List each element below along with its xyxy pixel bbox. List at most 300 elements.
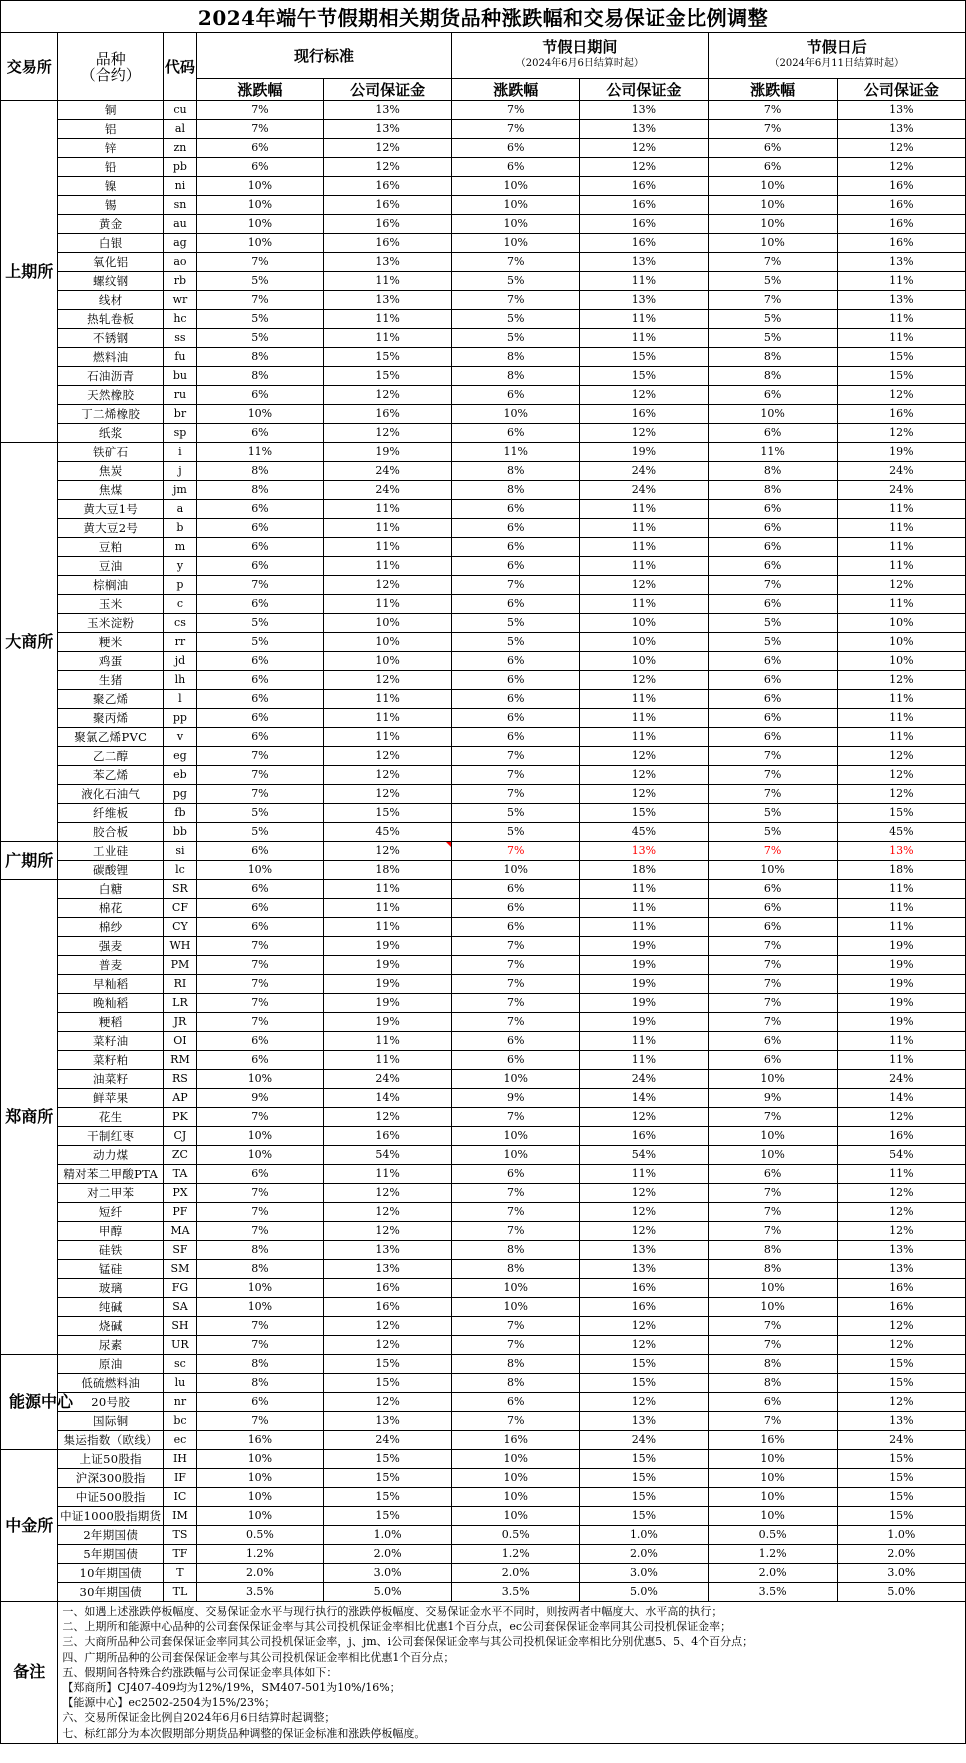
margin-holiday: 19% (580, 994, 708, 1013)
limit-after: 5% (708, 804, 837, 823)
margin-after: 18% (837, 861, 965, 880)
margin-current: 15% (323, 1374, 451, 1393)
limit-current: 7% (196, 1184, 323, 1203)
table-row (1, 1317, 966, 1336)
limit-after: 2.0% (708, 1564, 837, 1583)
variety-name: 锡 (58, 196, 164, 215)
limit-after: 7% (708, 120, 837, 139)
table-row (1, 1507, 966, 1526)
limit-after: 5% (708, 272, 837, 291)
variety-name: 天然橡胶 (58, 386, 164, 405)
variety-code: lh (164, 671, 197, 690)
margin-current: 11% (323, 728, 451, 747)
margin-after: 5.0% (837, 1583, 965, 1602)
margin-current: 24% (323, 1431, 451, 1450)
limit-after: 0.5% (708, 1526, 837, 1545)
margin-current: 12% (323, 747, 451, 766)
margin-holiday: 16% (580, 1279, 708, 1298)
variety-name: 镍 (58, 177, 164, 196)
variety-name: 普麦 (58, 956, 164, 975)
limit-after: 6% (708, 595, 837, 614)
limit-holiday: 10% (452, 1127, 580, 1146)
variety-name: 硅铁 (58, 1241, 164, 1260)
header-current: 现行标准 (196, 33, 451, 79)
limit-after: 8% (708, 481, 837, 500)
limit-holiday: 10% (452, 196, 580, 215)
table-row (1, 861, 966, 880)
margin-after: 12% (837, 1336, 965, 1355)
table-row (1, 690, 966, 709)
limit-current: 10% (196, 1469, 323, 1488)
limit-after: 7% (708, 1222, 837, 1241)
variety-name: 黄大豆1号 (58, 500, 164, 519)
margin-after: 24% (837, 462, 965, 481)
limit-after: 3.5% (708, 1583, 837, 1602)
margin-current: 13% (323, 120, 451, 139)
margin-after: 15% (837, 367, 965, 386)
variety-name: 鸡蛋 (58, 652, 164, 671)
limit-holiday: 6% (452, 1032, 580, 1051)
margin-current: 13% (323, 1260, 451, 1279)
margin-holiday: 15% (580, 1507, 708, 1526)
margin-current: 54% (323, 1146, 451, 1165)
limit-current: 6% (196, 728, 323, 747)
variety-name: 花生 (58, 1108, 164, 1127)
limit-after: 5% (708, 823, 837, 842)
limit-after: 6% (708, 1393, 837, 1412)
variety-code: SR (164, 880, 197, 899)
limit-after: 10% (708, 1127, 837, 1146)
table-row (1, 975, 966, 994)
margin-current: 12% (323, 1317, 451, 1336)
limit-current: 7% (196, 1336, 323, 1355)
table-row (1, 1051, 966, 1070)
variety-code: cs (164, 614, 197, 633)
margin-after: 12% (837, 747, 965, 766)
header-after-sub: （2024年6月11日结算时起） (769, 58, 905, 69)
table-row (1, 1070, 966, 1089)
limit-after: 7% (708, 1317, 837, 1336)
limit-holiday: 6% (452, 500, 580, 519)
margin-holiday: 15% (580, 1450, 708, 1469)
margin-after: 24% (837, 481, 965, 500)
limit-current: 1.2% (196, 1545, 323, 1564)
margin-after: 16% (837, 234, 965, 253)
table-row (1, 1583, 966, 1602)
variety-code: eg (164, 747, 197, 766)
table-row (1, 785, 966, 804)
limit-holiday: 7% (452, 1108, 580, 1127)
limit-holiday: 10% (452, 861, 580, 880)
variety-code: IM (164, 1507, 197, 1526)
variety-code: PX (164, 1184, 197, 1203)
margin-holiday: 19% (580, 975, 708, 994)
margin-holiday: 11% (580, 310, 708, 329)
margin-current: 15% (323, 1488, 451, 1507)
margin-holiday: 16% (580, 1127, 708, 1146)
margin-current: 11% (323, 272, 451, 291)
margin-after: 24% (837, 1070, 965, 1089)
margin-current: 16% (323, 177, 451, 196)
margin-after: 11% (837, 329, 965, 348)
limit-current: 8% (196, 462, 323, 481)
limit-current: 2.0% (196, 1564, 323, 1583)
variety-name: 锰硅 (58, 1260, 164, 1279)
margin-after: 45% (837, 823, 965, 842)
margin-after: 12% (837, 1222, 965, 1241)
margin-holiday: 12% (580, 785, 708, 804)
limit-holiday: 2.0% (452, 1564, 580, 1583)
limit-current: 6% (196, 918, 323, 937)
margin-holiday: 11% (580, 595, 708, 614)
variety-name: 菜籽油 (58, 1032, 164, 1051)
margin-holiday: 24% (580, 1431, 708, 1450)
variety-name: 液化石油气 (58, 785, 164, 804)
margin-after: 13% (837, 291, 965, 310)
variety-code: IF (164, 1469, 197, 1488)
margin-holiday: 10% (580, 652, 708, 671)
margin-holiday: 13% (580, 101, 708, 120)
margin-current: 2.0% (323, 1545, 451, 1564)
limit-after: 7% (708, 956, 837, 975)
margin-holiday: 16% (580, 215, 708, 234)
margin-holiday: 15% (580, 804, 708, 823)
variety-name: 10年期国债 (58, 1564, 164, 1583)
table-row (1, 500, 966, 519)
margin-after: 13% (837, 842, 965, 861)
variety-name: 晚籼稻 (58, 994, 164, 1013)
variety-code: nr (164, 1393, 197, 1412)
limit-holiday: 8% (452, 1374, 580, 1393)
table-row (1, 880, 966, 899)
margin-holiday: 2.0% (580, 1545, 708, 1564)
limit-current: 10% (196, 1146, 323, 1165)
margin-after: 16% (837, 1127, 965, 1146)
limit-current: 7% (196, 747, 323, 766)
margin-after: 11% (837, 1032, 965, 1051)
limit-holiday: 10% (452, 405, 580, 424)
variety-code: fb (164, 804, 197, 823)
margin-current: 11% (323, 1165, 451, 1184)
variety-name: 低硫燃料油 (58, 1374, 164, 1393)
variety-code: al (164, 120, 197, 139)
variety-code: bc (164, 1412, 197, 1431)
limit-holiday: 5% (452, 823, 580, 842)
limit-current: 7% (196, 1203, 323, 1222)
limit-current: 6% (196, 842, 323, 861)
variety-code: AP (164, 1089, 197, 1108)
variety-name: 粳稻 (58, 1013, 164, 1032)
margin-current: 16% (323, 1127, 451, 1146)
margin-current: 12% (323, 1203, 451, 1222)
limit-current: 6% (196, 500, 323, 519)
margin-current: 12% (323, 386, 451, 405)
limit-after: 11% (708, 443, 837, 462)
margin-holiday: 16% (580, 196, 708, 215)
limit-current: 6% (196, 1393, 323, 1412)
limit-holiday: 5% (452, 310, 580, 329)
variety-name: 棉纱 (58, 918, 164, 937)
limit-current: 7% (196, 101, 323, 120)
limit-current: 5% (196, 823, 323, 842)
variety-name: 纯碱 (58, 1298, 164, 1317)
limit-current: 0.5% (196, 1526, 323, 1545)
limit-current: 7% (196, 766, 323, 785)
margin-after: 15% (837, 1374, 965, 1393)
limit-holiday: 7% (452, 1203, 580, 1222)
exchange-cell: 中金所 (1, 1450, 58, 1602)
variety-code: au (164, 215, 197, 234)
margin-holiday: 11% (580, 329, 708, 348)
limit-after: 6% (708, 918, 837, 937)
limit-after: 6% (708, 386, 837, 405)
table-row (1, 1108, 966, 1127)
limit-holiday: 7% (452, 1184, 580, 1203)
note-line: 三、大商所品种公司套保保证金率同其公司投机保证金率，j、jm、i公司套保保证金率与其公司投机保证金率相比分别优惠5、5、4个百分点； (62, 1635, 754, 1649)
table-row (1, 728, 966, 747)
limit-after: 8% (708, 367, 837, 386)
variety-name: 黄大豆2号 (58, 519, 164, 538)
margin-holiday: 19% (580, 443, 708, 462)
variety-name: 生猪 (58, 671, 164, 690)
margin-current: 11% (323, 310, 451, 329)
margin-holiday: 12% (580, 1108, 708, 1127)
table-row (1, 538, 966, 557)
margin-current: 15% (323, 1469, 451, 1488)
table-row (1, 1412, 966, 1431)
limit-current: 6% (196, 690, 323, 709)
margin-after: 11% (837, 595, 965, 614)
variety-code: b (164, 519, 197, 538)
limit-after: 6% (708, 671, 837, 690)
limit-after: 8% (708, 462, 837, 481)
table-row (1, 1241, 966, 1260)
variety-name: 聚乙烯 (58, 690, 164, 709)
variety-code: CJ (164, 1127, 197, 1146)
table-title: 2024年端午节假期相关期货品种涨跌幅和交易保证金比例调整 (1, 1, 966, 33)
variety-name: 乙二醇 (58, 747, 164, 766)
margin-current: 11% (323, 690, 451, 709)
limit-current: 6% (196, 1032, 323, 1051)
table-row (1, 310, 966, 329)
limit-holiday: 6% (452, 652, 580, 671)
margin-after: 11% (837, 538, 965, 557)
limit-current: 10% (196, 861, 323, 880)
limit-after: 8% (708, 1374, 837, 1393)
table-row (1, 1336, 966, 1355)
header-holiday-label: 节假日期间 (542, 38, 618, 56)
margin-after: 54% (837, 1146, 965, 1165)
limit-after: 6% (708, 424, 837, 443)
margin-holiday: 12% (580, 386, 708, 405)
limit-holiday: 5% (452, 614, 580, 633)
limit-current: 7% (196, 1222, 323, 1241)
limit-current: 6% (196, 671, 323, 690)
limit-after: 10% (708, 1488, 837, 1507)
variety-name: 粳米 (58, 633, 164, 652)
variety-name: 铅 (58, 158, 164, 177)
margin-after: 12% (837, 1108, 965, 1127)
limit-after: 16% (708, 1431, 837, 1450)
table-row (1, 253, 966, 272)
variety-code: pg (164, 785, 197, 804)
margin-after: 11% (837, 1051, 965, 1070)
limit-after: 10% (708, 1279, 837, 1298)
margin-current: 11% (323, 329, 451, 348)
limit-holiday: 7% (452, 253, 580, 272)
table-row (1, 671, 966, 690)
margin-holiday: 16% (580, 177, 708, 196)
limit-holiday: 10% (452, 177, 580, 196)
table-row (1, 1146, 966, 1165)
margin-holiday: 12% (580, 1222, 708, 1241)
limit-after: 10% (708, 1146, 837, 1165)
variety-name: 玉米 (58, 595, 164, 614)
margin-holiday: 12% (580, 1203, 708, 1222)
margin-current: 11% (323, 1032, 451, 1051)
margin-after: 3.0% (837, 1564, 965, 1583)
margin-after: 14% (837, 1089, 965, 1108)
limit-after: 7% (708, 766, 837, 785)
variety-name: 豆油 (58, 557, 164, 576)
limit-current: 6% (196, 139, 323, 158)
limit-holiday: 0.5% (452, 1526, 580, 1545)
table-row (1, 1488, 966, 1507)
margin-holiday: 11% (580, 709, 708, 728)
variety-code: v (164, 728, 197, 747)
limit-holiday: 1.2% (452, 1545, 580, 1564)
margin-current: 11% (323, 918, 451, 937)
subheader-margin: 公司保证金 (323, 79, 451, 101)
table-row (1, 614, 966, 633)
exchange-cell: 大商所 (1, 443, 58, 842)
limit-after: 10% (708, 1298, 837, 1317)
variety-code: SM (164, 1260, 197, 1279)
margin-holiday: 12% (580, 1317, 708, 1336)
table-row (1, 1526, 966, 1545)
variety-name: 豆粕 (58, 538, 164, 557)
limit-after: 8% (708, 1241, 837, 1260)
limit-after: 6% (708, 158, 837, 177)
limit-current: 6% (196, 557, 323, 576)
limit-after: 10% (708, 1070, 837, 1089)
note-line: 【能源中心】ec2502-2504为15%/23%； (62, 1696, 276, 1710)
margin-after: 15% (837, 1469, 965, 1488)
margin-holiday: 15% (580, 367, 708, 386)
limit-after: 10% (708, 1469, 837, 1488)
limit-current: 6% (196, 1051, 323, 1070)
limit-after: 7% (708, 842, 837, 861)
variety-name: 热轧卷板 (58, 310, 164, 329)
limit-holiday: 6% (452, 158, 580, 177)
margin-after: 11% (837, 500, 965, 519)
margin-current: 10% (323, 652, 451, 671)
limit-holiday: 7% (452, 785, 580, 804)
variety-code: ag (164, 234, 197, 253)
margin-after: 11% (837, 690, 965, 709)
variety-name: 精对苯二甲酸PTA (58, 1165, 164, 1184)
table-row (1, 386, 966, 405)
variety-code: WH (164, 937, 197, 956)
variety-name: 烧碱 (58, 1317, 164, 1336)
margin-after: 11% (837, 310, 965, 329)
margin-after: 11% (837, 272, 965, 291)
limit-after: 7% (708, 1013, 837, 1032)
header-variety-label: 品种 (95, 49, 126, 68)
variety-code: RS (164, 1070, 197, 1089)
table-row (1, 1374, 966, 1393)
variety-code: TA (164, 1165, 197, 1184)
margin-current: 19% (323, 975, 451, 994)
limit-current: 10% (196, 1450, 323, 1469)
table-row (1, 1298, 966, 1317)
subheader-margin: 公司保证金 (580, 79, 708, 101)
subheader-limit: 涨跌幅 (196, 79, 323, 101)
margin-holiday: 15% (580, 1469, 708, 1488)
table-row (1, 158, 966, 177)
limit-after: 10% (708, 215, 837, 234)
margin-after: 13% (837, 1241, 965, 1260)
margin-after: 11% (837, 709, 965, 728)
variety-name: 石油沥青 (58, 367, 164, 386)
margin-holiday: 12% (580, 576, 708, 595)
margin-current: 12% (323, 785, 451, 804)
limit-holiday: 10% (452, 234, 580, 253)
limit-current: 5% (196, 614, 323, 633)
table-row (1, 823, 966, 842)
margin-after: 16% (837, 215, 965, 234)
table-row (1, 405, 966, 424)
limit-current: 8% (196, 1260, 323, 1279)
table-row (1, 481, 966, 500)
table-row (1, 994, 966, 1013)
table-row (1, 1222, 966, 1241)
margin-current: 12% (323, 1336, 451, 1355)
margin-current: 15% (323, 348, 451, 367)
limit-holiday: 7% (452, 291, 580, 310)
margin-holiday: 10% (580, 633, 708, 652)
variety-name: 短纤 (58, 1203, 164, 1222)
limit-current: 6% (196, 899, 323, 918)
variety-name: 铁矿石 (58, 443, 164, 462)
margin-after: 19% (837, 443, 965, 462)
limit-current: 7% (196, 956, 323, 975)
header-after-label: 节假日后 (806, 38, 867, 56)
header-holiday (452, 33, 708, 79)
variety-name: 聚氯乙烯PVC (58, 728, 164, 747)
limit-after: 6% (708, 690, 837, 709)
limit-holiday: 8% (452, 462, 580, 481)
margin-current: 12% (323, 1222, 451, 1241)
margin-holiday: 5.0% (580, 1583, 708, 1602)
table-row (1, 766, 966, 785)
table-row (1, 177, 966, 196)
table-row (1, 709, 966, 728)
margin-current: 16% (323, 1279, 451, 1298)
variety-code: CY (164, 918, 197, 937)
margin-after: 16% (837, 177, 965, 196)
limit-holiday: 7% (452, 766, 580, 785)
margin-after: 10% (837, 614, 965, 633)
limit-current: 8% (196, 348, 323, 367)
limit-current: 6% (196, 158, 323, 177)
limit-after: 7% (708, 101, 837, 120)
margin-current: 19% (323, 994, 451, 1013)
margin-holiday: 45% (580, 823, 708, 842)
limit-holiday: 6% (452, 690, 580, 709)
margin-holiday: 19% (580, 1013, 708, 1032)
limit-after: 7% (708, 1336, 837, 1355)
